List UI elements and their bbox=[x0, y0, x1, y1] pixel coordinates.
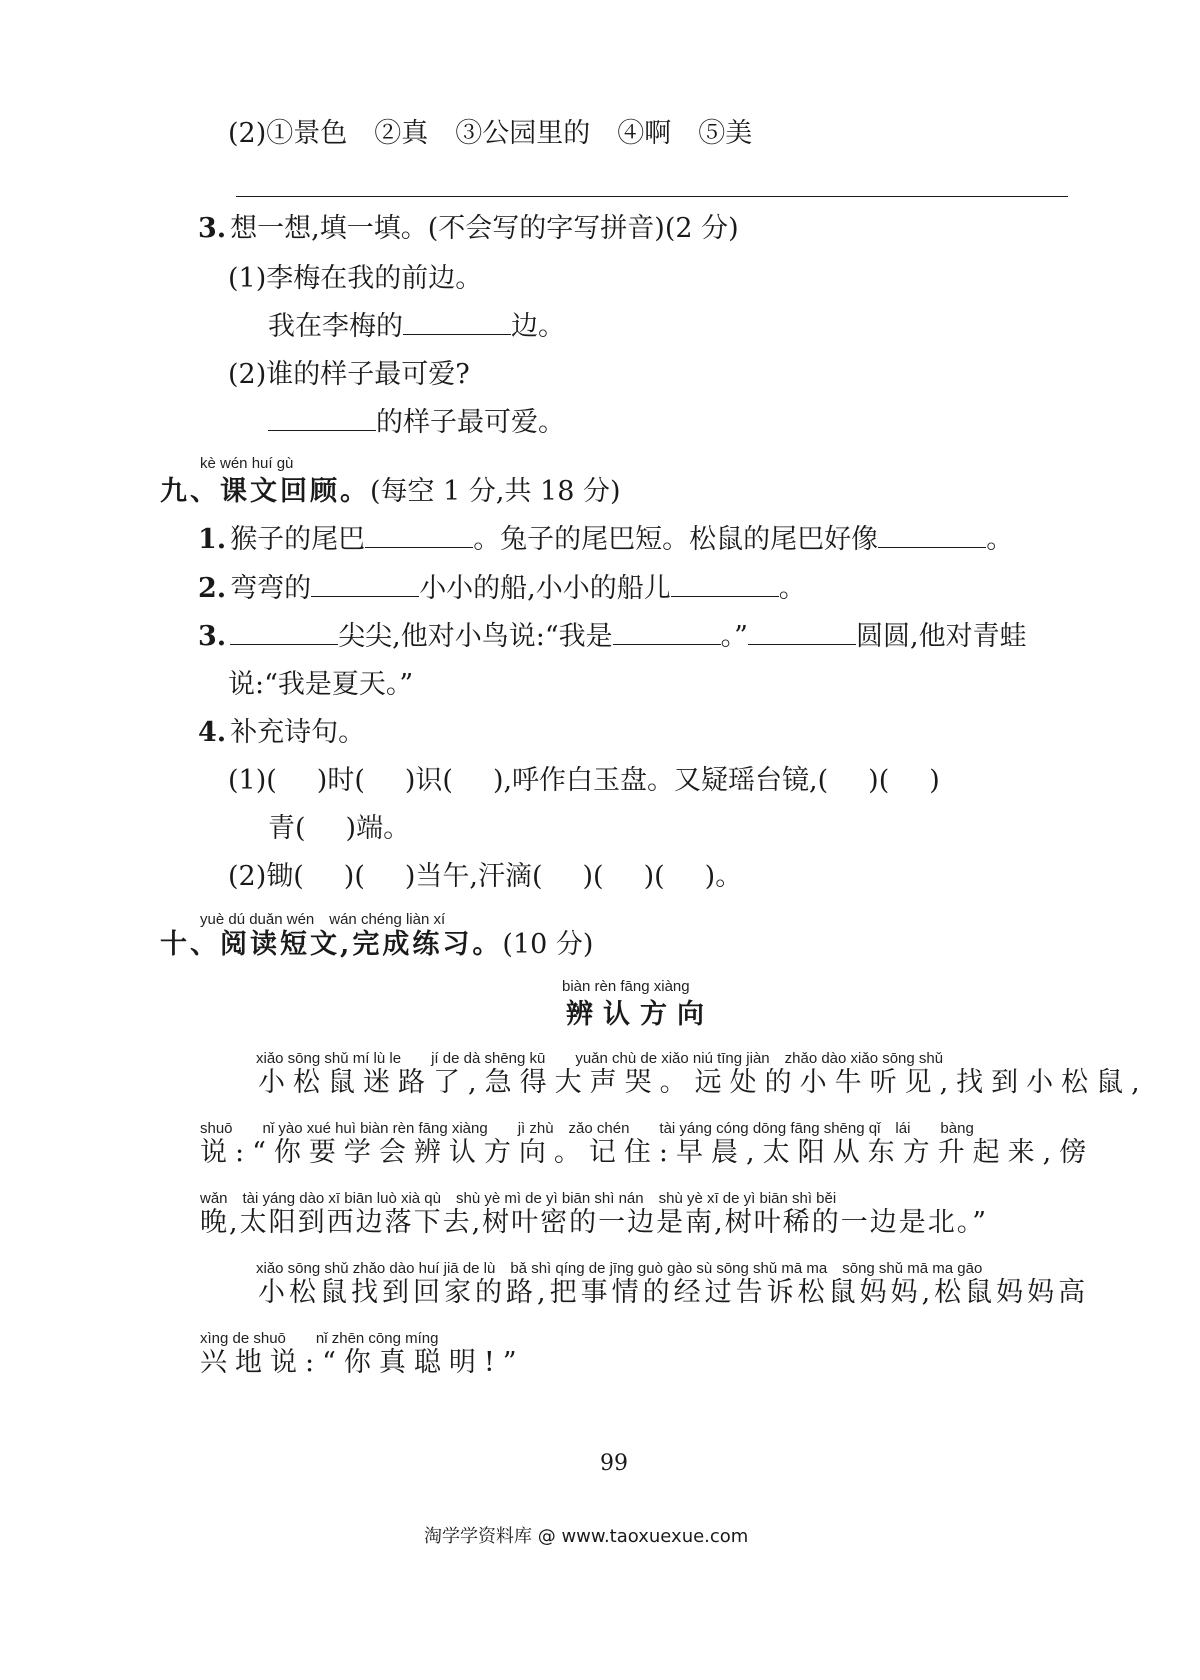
answer-line bbox=[236, 196, 1068, 197]
section-score: (每空 1 分,共 18 分) bbox=[370, 476, 621, 507]
text: 圆圆,他对青蛙 bbox=[855, 621, 1027, 652]
q3-item2-question: (2)谁的样子最可爱? bbox=[228, 359, 470, 390]
fill-blank[interactable] bbox=[230, 622, 338, 645]
s9-question-1 bbox=[198, 523, 1013, 557]
s9-question-4 bbox=[198, 716, 365, 750]
fill-blank[interactable] bbox=[671, 574, 779, 597]
question-number: 1. bbox=[198, 524, 227, 555]
section9-heading bbox=[160, 475, 621, 509]
story-pinyin-3: wǎn tài yáng dào xī biān luò xià qù shù yè mì de yì biān shì nán shù yè xī de yì biān shì běi bbox=[200, 1190, 837, 1207]
story-line-1: 小松鼠迷路了,急得大声哭。远处的小牛听见,找到小松鼠, bbox=[258, 1067, 1148, 1098]
question-number: 3. bbox=[198, 621, 227, 652]
text: 。” bbox=[720, 621, 748, 652]
s9-question-3-line2: 说:“我是夏天。” bbox=[228, 669, 414, 700]
story-line-4: 小松鼠找到回家的路,把事情的经过告诉松鼠妈妈,松鼠妈妈高 bbox=[258, 1277, 1090, 1308]
story-title: 辨认方向 bbox=[566, 999, 714, 1030]
story-line-2: 说:“你要学会辨认方向。记住:早晨,太阳从东方升起来,傍 bbox=[200, 1137, 1095, 1168]
text: ),呼作白玉盘。又疑瑶台镜,( bbox=[492, 765, 829, 796]
text: 的样子最可爱。 bbox=[376, 407, 565, 438]
page-number: 99 bbox=[600, 1451, 628, 1476]
question-number: 4. bbox=[198, 717, 227, 748]
fill-blank[interactable] bbox=[365, 525, 473, 548]
fill-blank[interactable] bbox=[613, 622, 721, 645]
question-title: 想一想,填一填。(不会写的字写拼音)(2 分) bbox=[230, 213, 739, 244]
text: 补充诗句。 bbox=[230, 717, 366, 748]
question-number: 3. bbox=[198, 213, 227, 244]
poem-1-line2 bbox=[268, 812, 410, 846]
text: 小小的船,小小的船儿 bbox=[419, 573, 671, 604]
text: )( bbox=[582, 861, 604, 892]
section-title: 九、课文回顾。 bbox=[160, 476, 370, 507]
s9-question-2 bbox=[198, 572, 806, 606]
question-3 bbox=[198, 212, 739, 246]
fill-blank[interactable] bbox=[311, 574, 419, 597]
text: )( bbox=[643, 861, 665, 892]
fill-blank[interactable] bbox=[748, 622, 856, 645]
q3-item2-answer bbox=[268, 406, 565, 440]
text: )。 bbox=[704, 861, 743, 892]
poem-1-line1 bbox=[228, 764, 940, 798]
text: )当午,汗滴( bbox=[404, 861, 543, 892]
section-score: (10 分) bbox=[502, 929, 594, 960]
story-pinyin-1: xiǎo sōng shǔ mí lù le jí de dà shēng kū yuǎn chù de xiǎo niú tīng jiàn zhǎo dào xiǎo sōng shǔ bbox=[256, 1050, 944, 1067]
footer-watermark: 淘学学资料库 @ www.taoxuexue.com bbox=[424, 1526, 749, 1547]
text: ) bbox=[929, 765, 940, 796]
section-title: 十、阅读短文,完成练习。 bbox=[160, 929, 503, 960]
story-title-pinyin: biàn rèn fāng xiàng bbox=[562, 978, 690, 995]
section9-pinyin: kè wén huí gù bbox=[200, 455, 294, 472]
question-number: 2. bbox=[198, 573, 227, 604]
text: (1)( bbox=[228, 765, 277, 796]
story-pinyin-2: shuō nǐ yào xué huì biàn rèn fāng xiàng jì zhù zǎo chén tài yáng cóng dōng fāng shēng qǐ lái bàng bbox=[200, 1120, 974, 1137]
text: 猴子的尾巴 bbox=[230, 524, 366, 555]
q3-item1-question: (1)李梅在我的前边。 bbox=[228, 263, 483, 294]
story-pinyin-5: xìng de shuō nǐ zhēn cōng míng bbox=[200, 1330, 439, 1347]
text: 边。 bbox=[511, 311, 565, 342]
text: )时( bbox=[316, 765, 365, 796]
text: 弯弯的 bbox=[230, 573, 312, 604]
story-line-3: 晚,太阳到西边落下去,树叶密的一边是南,树叶稀的一边是北。” bbox=[200, 1207, 989, 1238]
story-line-5: 兴地说:“你真聪明!” bbox=[200, 1347, 525, 1378]
text: )( bbox=[343, 861, 365, 892]
text: (2)锄( bbox=[228, 861, 304, 892]
s9-question-3 bbox=[198, 620, 1027, 654]
text: )( bbox=[868, 765, 890, 796]
story-pinyin-4: xiǎo sōng shǔ zhǎo dào huí jiā de lù bǎ shì qíng de jīng guò gào sù sōng shǔ mā ma sōng shǔ mā ma gāo bbox=[256, 1260, 983, 1277]
fill-blank[interactable] bbox=[403, 312, 511, 335]
section10-heading bbox=[160, 928, 593, 962]
text: )识( bbox=[404, 765, 453, 796]
fill-blank[interactable] bbox=[268, 408, 376, 431]
poem-2 bbox=[228, 860, 742, 894]
text: 。 bbox=[986, 524, 1014, 555]
q3-item1-answer bbox=[268, 310, 565, 344]
text: 我在李梅的 bbox=[268, 311, 403, 342]
text: )端。 bbox=[345, 813, 411, 844]
text: 青( bbox=[268, 813, 306, 844]
fill-blank[interactable] bbox=[878, 525, 986, 548]
text: 。 bbox=[778, 573, 806, 604]
section10-pinyin: yuè dú duǎn wén wán chéng liàn xí bbox=[200, 911, 446, 928]
text: 。兔子的尾巴短。松鼠的尾巴好像 bbox=[473, 524, 879, 555]
order-item-2: (2)①景色 ②真 ③公园里的 ④啊 ⑤美 bbox=[228, 118, 753, 149]
text: 尖尖,他对小鸟说:“我是 bbox=[338, 621, 613, 652]
